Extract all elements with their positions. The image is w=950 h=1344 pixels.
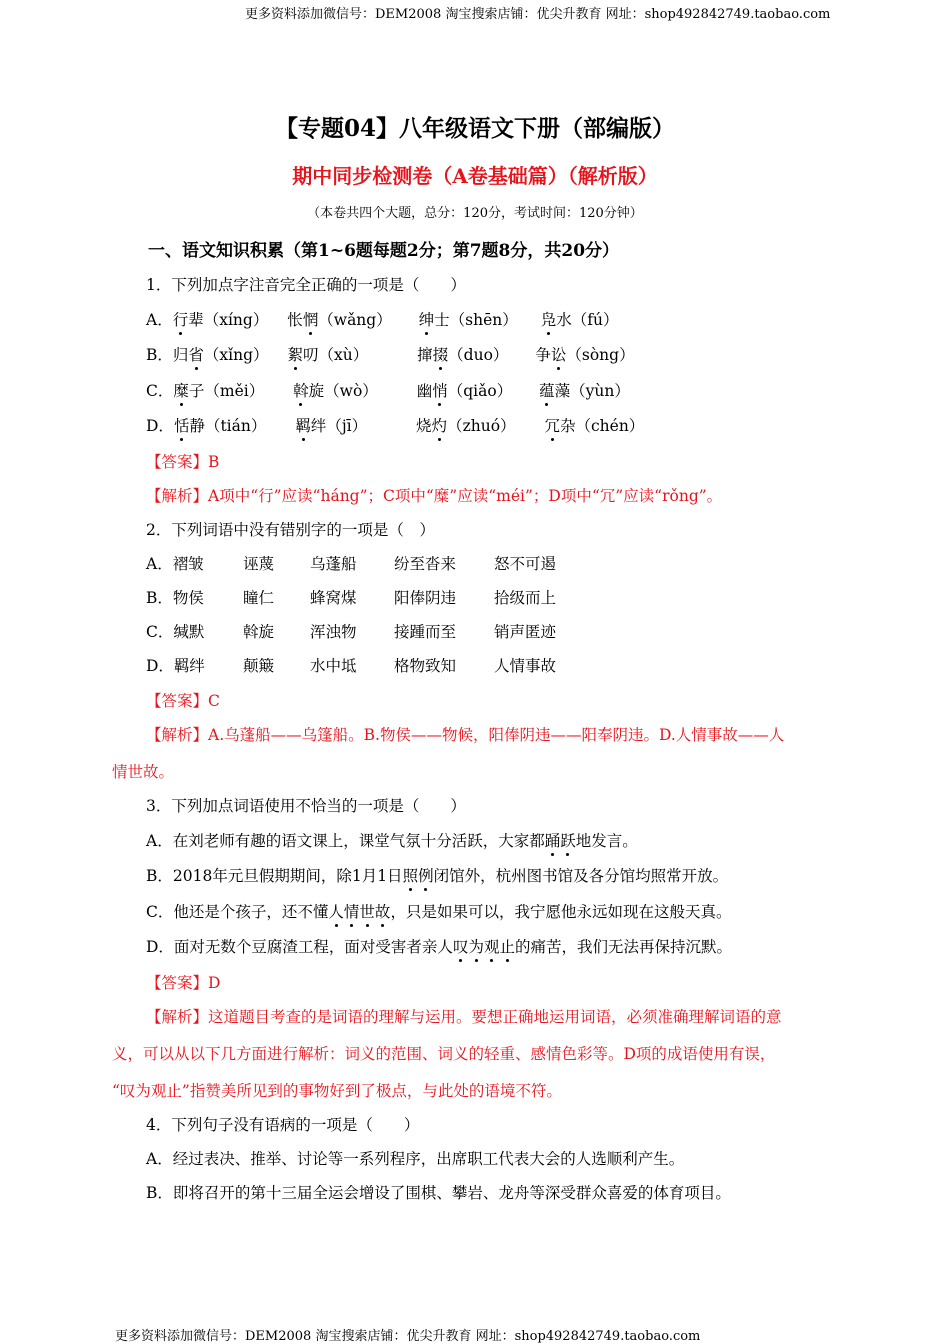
question-2-answer: 【答案】C: [146, 692, 220, 710]
question-3-option-d: D．面对无数个豆腐渣工程，面对受害者亲人叹为观止的痛苦，我们无法再保持沉默。: [146, 935, 732, 957]
doc-note: （本卷共四个大题，总分：120分，考试时间：120分钟）: [307, 206, 643, 221]
question-1-option-b: B．归省（xǐng） 絮叨（xù） 撺掇（duo） 争讼（sòng）: [146, 343, 635, 365]
question-3-option-c: C．他还是个孩子，还不懂人情世故，只是如果可以，我宁愿他永远如现在这般天真。: [146, 900, 731, 922]
question-1-answer: 【答案】B: [146, 453, 220, 471]
question-3-answer: 【答案】D: [146, 974, 221, 992]
question-3-option-b: B．2018年元旦假期期间，除1月1日照例闭馆外，杭州图书馆及各分馆均照常开放。: [146, 864, 728, 886]
question-3-analysis-line3: “叹为观止”指赞美所见到的事物好到了极点，与此处的语境不符。: [112, 1082, 562, 1100]
question-2-stem: 2．下列词语中没有错别字的一项是（ ）: [146, 521, 435, 539]
question-3-analysis-line2: 义，可以从以下几方面进行解析：词义的范围、词义的轻重、感情色彩等。D项的成语使用有误，: [112, 1045, 776, 1063]
question-1-option-d: D．恬静（tián） 羁绊（jī） 烧灼（zhuó） 冗杂（chén）: [146, 414, 644, 436]
question-1-stem: 1．下列加点字注音完全正确的一项是（ ）: [146, 276, 466, 294]
question-3-analysis-line1: 【解析】这道题目考查的是词语的理解与运用。要想正确地运用词语，必须准确理解词语的意: [146, 1008, 782, 1026]
question-4-option-a: A．经过表决、推举、讨论等一系列程序，出席职工代表大会的人选顺利产生。: [146, 1150, 685, 1168]
question-4-stem: 4．下列句子没有语病的一项是（ ）: [146, 1116, 420, 1134]
question-2-analysis-line2: 情世故。: [112, 763, 175, 781]
question-3-stem: 3．下列加点词语使用不恰当的一项是（ ）: [146, 797, 466, 815]
section-heading: 一、语文知识积累（第1~6题每题2分；第7题8分，共20分）: [148, 241, 620, 261]
question-3-option-a: A．在刘老师有趣的语文课上，课堂气氛十分活跃，大家都踊跃地发言。: [146, 829, 638, 851]
page-footer: 更多资料添加微信号：DEM2008 淘宝搜索店铺：优尖升教育 网址：shop492842749.taobao.com: [115, 1329, 701, 1344]
doc-title: 【专题04】八年级语文下册（部编版）: [274, 115, 675, 142]
page-header: 更多资料添加微信号：DEM2008 淘宝搜索店铺：优尖升教育 网址：shop492842749.taobao.com: [245, 7, 831, 22]
question-2-analysis-line1: 【解析】A.乌蓬船——乌篷船。B.物侯——物候，阳俸阴违——阳奉阴违。D.人情事故——人: [146, 726, 785, 744]
question-1-option-a: A．行辈（xíng） 怅惘（wǎng） 绅士（shēn） 凫水（fú）: [146, 308, 618, 330]
doc-subtitle: 期中同步检测卷（A卷基础篇）（解析版）: [292, 164, 658, 188]
question-1-analysis: 【解析】A项中“行”应读“háng”；C项中“糜”应读“méi”；D项中“冗”应读“rǒng”。: [146, 487, 723, 505]
question-4-option-b: B．即将召开的第十三届全运会增设了围棋、攀岩、龙舟等深受群众喜爱的体育项目。: [146, 1184, 731, 1202]
question-1-option-c: C．糜子（měi） 斡旋（wò） 幽悄（qiǎo） 蕴藻（yùn）: [146, 379, 630, 401]
